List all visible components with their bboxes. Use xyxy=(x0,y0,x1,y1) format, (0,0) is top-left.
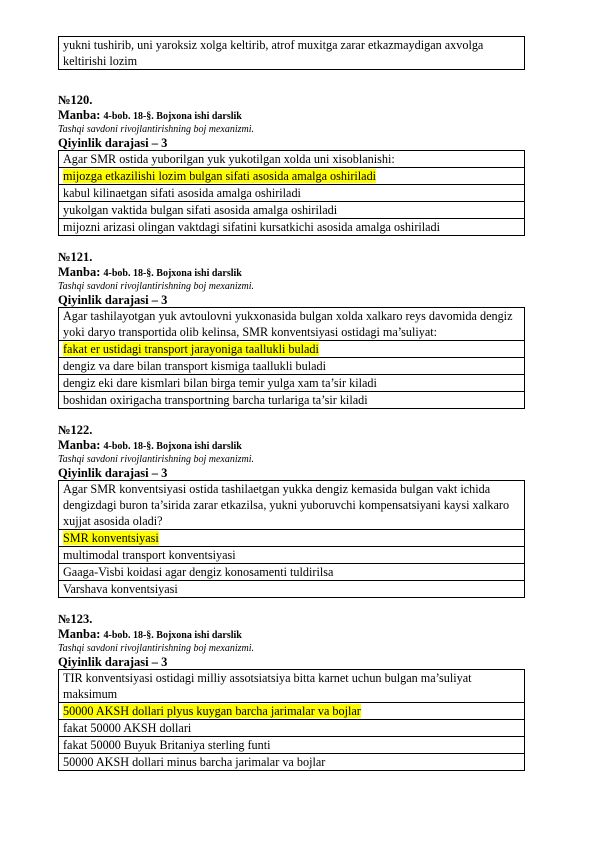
question-table xyxy=(58,480,525,598)
source-line xyxy=(58,438,525,454)
answer-option: fakat 50000 Buyuk Britaniya sterling funti xyxy=(59,736,524,753)
source-ref: 4-bob. 18-§. Bojxona ishi darslik xyxy=(103,268,242,279)
question-text: Agar tashilayotgan yuk avtoulovni yukxonasida bulgan xolda xalkaro reys davomida dengiz yoki daryo transportida olib kelinsa, SMR konventsiyasi ostidagi ma’suliyat: xyxy=(63,309,513,339)
topic-line: Tashqi savdoni rivojlantirishning boj mexanizmi. xyxy=(58,643,255,654)
answer-table-continued xyxy=(58,36,525,70)
question-number: №121. xyxy=(58,250,93,264)
source-ref: 4-bob. 18-§. Bojxona ishi darslik xyxy=(103,111,242,122)
question-number: №123. xyxy=(58,612,93,626)
question-table xyxy=(58,307,525,409)
answer-option: multimodal transport konventsiyasi xyxy=(59,546,524,563)
answer-correct xyxy=(59,529,524,546)
question-number: №120. xyxy=(58,93,93,107)
topic-line: Tashqi savdoni rivojlantirishning boj mexanizmi. xyxy=(58,454,255,465)
source-line xyxy=(58,265,525,281)
question-text: Agar SMR konventsiyasi ostida tashilaetgan yukka dengiz kemasida bulgan vakt ichida dengizdagi buron ta’sirida zarar etkazilsa, yukni yuboruvchi kompensatsiyani kaysi xalkaro xujjat asosida oladi? xyxy=(63,482,510,528)
question-number: №122. xyxy=(58,423,93,437)
correct-answer-highlight: mijozga etkazilishi lozim bulgan sifati asosida amalga oshiriladi xyxy=(63,169,377,183)
question-table xyxy=(58,669,525,771)
answer-option: boshidan oxirigacha transportning barcha turlariga ta’sir kiladi xyxy=(59,391,524,408)
question-block-121 xyxy=(58,250,525,409)
answer-option: Varshava konventsiyasi xyxy=(59,580,524,597)
answer-option: mijozni arizasi olingan vaktdagi sifatini kursatkichi asosida amalga oshiriladi xyxy=(59,218,524,235)
difficulty-line: Qiyinlik darajasi – 3 xyxy=(58,466,168,480)
difficulty-line: Qiyinlik darajasi – 3 xyxy=(58,136,168,150)
question-text: TIR konventsiyasi ostidagi milliy assotsiatsiya bitta karnet uchun bulgan ma’suliyat maksimum xyxy=(63,671,472,701)
correct-answer-highlight: SMR konventsiyasi xyxy=(63,531,159,545)
manba-label: Manba: xyxy=(58,108,101,122)
difficulty-line: Qiyinlik darajasi – 3 xyxy=(58,655,168,669)
difficulty-line: Qiyinlik darajasi – 3 xyxy=(58,293,168,307)
document-page xyxy=(58,36,525,771)
source-ref: 4-bob. 18-§. Bojxona ishi darslik xyxy=(103,630,242,641)
manba-label: Manba: xyxy=(58,438,101,452)
answer-row: yukni tushirib, uni yaroksiz xolga keltirib, atrof muxitga zarar etkazmaydigan axvolga keltirishi lozim xyxy=(63,38,484,68)
answer-correct xyxy=(59,167,524,184)
answer-option: Gaaga-Visbi koidasi agar dengiz konosamenti tuldirilsa xyxy=(59,563,524,580)
question-block-120 xyxy=(58,93,525,236)
answer-option: yukolgan vaktida bulgan sifati asosida amalga oshiriladi xyxy=(59,201,524,218)
source-line xyxy=(58,108,525,124)
answer-option: kabul kilinaetgan sifati asosida amalga oshiriladi xyxy=(59,184,524,201)
topic-line: Tashqi savdoni rivojlantirishning boj mexanizmi. xyxy=(58,124,255,135)
answer-option: dengiz va dare bilan transport kismiga taallukli buladi xyxy=(59,357,524,374)
source-line xyxy=(58,627,525,643)
correct-answer-highlight: 50000 AKSH dollari plyus kuygan barcha jarimalar va bojlar xyxy=(63,704,361,718)
answer-option: fakat 50000 AKSH dollari xyxy=(59,719,524,736)
answer-correct xyxy=(59,702,524,719)
answer-correct xyxy=(59,340,524,357)
answer-option: dengiz eki dare kismlari bilan birga temir yulga xam ta’sir kiladi xyxy=(59,374,524,391)
question-table xyxy=(58,150,525,236)
question-text: Agar SMR ostida yuborilgan yuk yukotilgan xolda uni xisoblanishi: xyxy=(63,152,395,166)
correct-answer-highlight: fakat er ustidagi transport jarayoniga taallukli buladi xyxy=(63,342,319,356)
source-ref: 4-bob. 18-§. Bojxona ishi darslik xyxy=(103,441,242,452)
manba-label: Manba: xyxy=(58,265,101,279)
topic-line: Tashqi savdoni rivojlantirishning boj mexanizmi. xyxy=(58,281,255,292)
question-block-122 xyxy=(58,423,525,598)
answer-option: 50000 AKSH dollari minus barcha jarimalar va bojlar xyxy=(59,753,524,770)
manba-label: Manba: xyxy=(58,627,101,641)
question-block-123 xyxy=(58,612,525,771)
